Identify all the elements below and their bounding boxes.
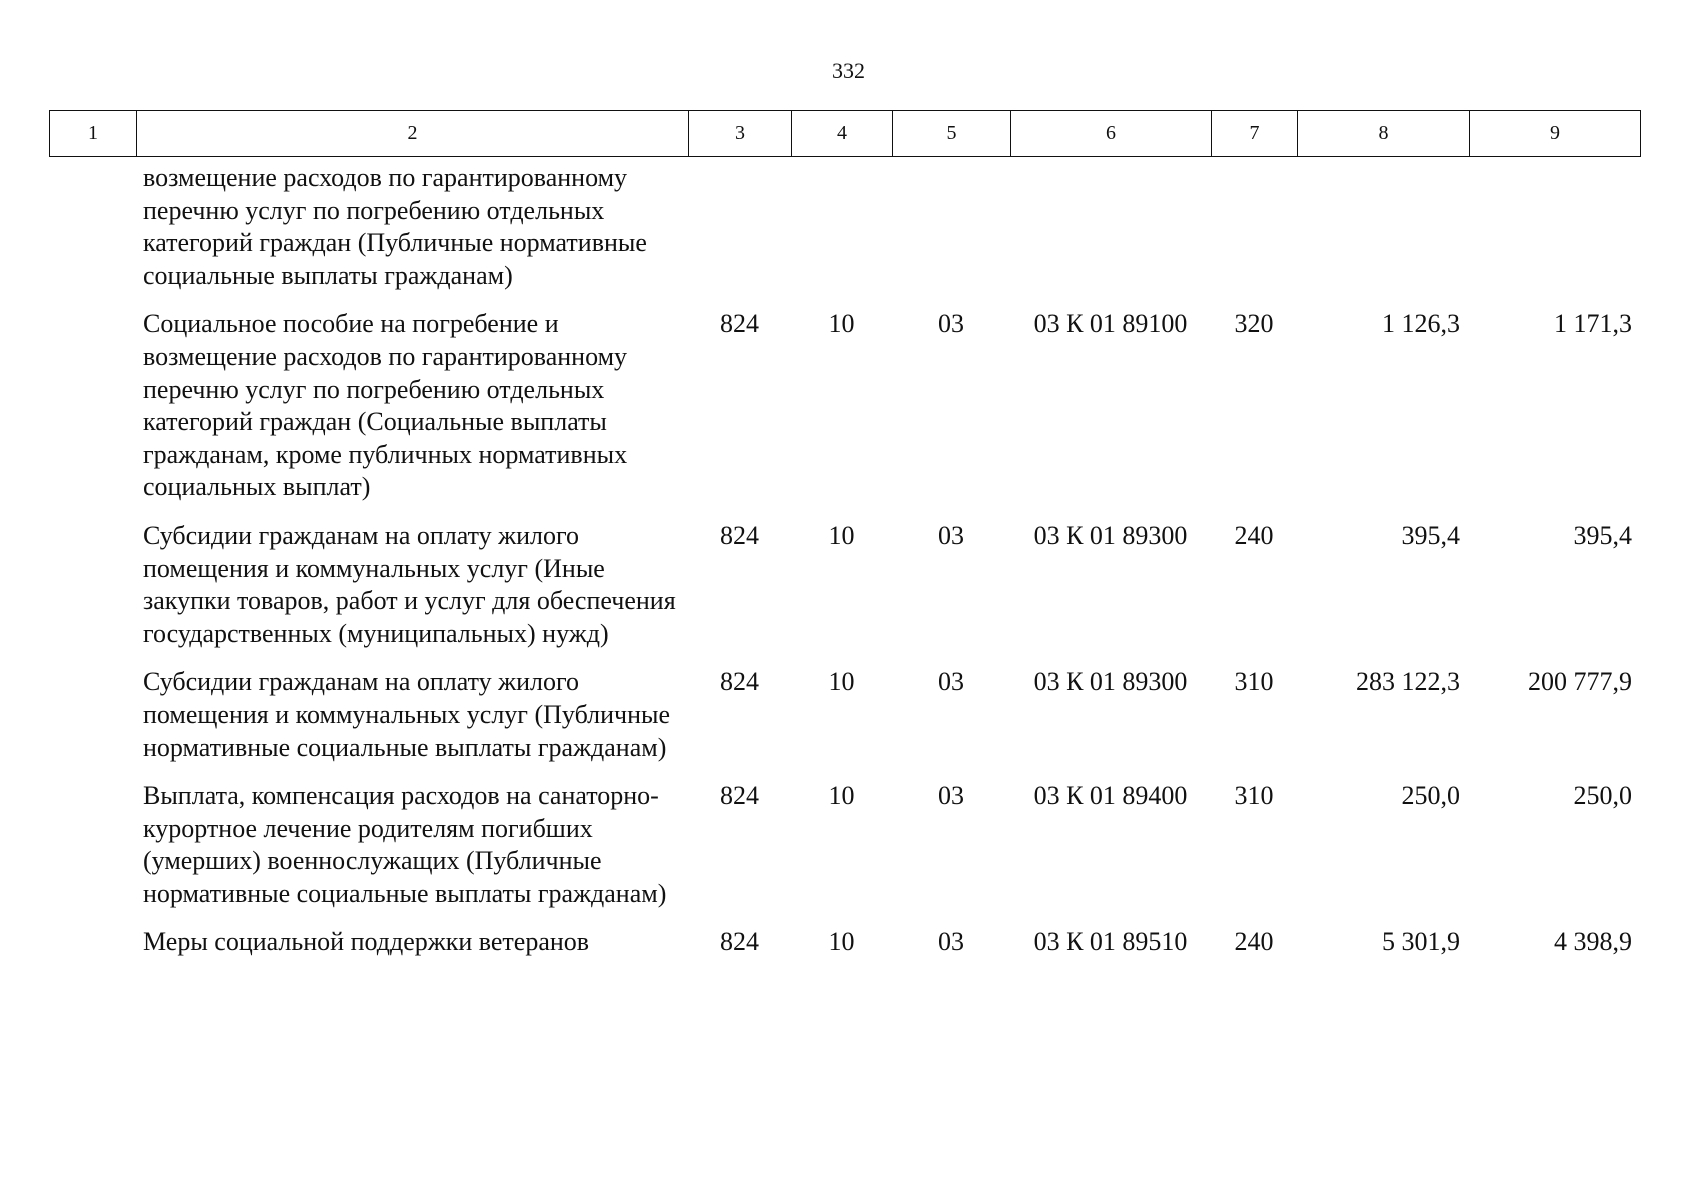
row-col-9: 250,0 <box>1573 781 1632 811</box>
row-col-8: 250,0 <box>1401 781 1460 811</box>
row-col-5: 03 <box>938 667 964 697</box>
header-col-1: 1 <box>50 111 137 157</box>
row-col-7: 240 <box>1234 520 1274 550</box>
row-col-3 <box>688 162 791 308</box>
row-col-7 <box>1211 162 1297 308</box>
row-col-9: 4 398,9 <box>1554 927 1632 957</box>
row-col-3: 824 <box>720 781 759 811</box>
header-row <box>50 111 1641 157</box>
row-description: Субсидии гражданам на оплату жилого помещения и коммунальных услуг (Публичные нормативные социальные выплаты гражданам) <box>143 667 671 762</box>
header-col-7: 7 <box>1212 111 1298 157</box>
row-col-8: 283 122,3 <box>1356 667 1460 697</box>
row-col-6: 03 К 01 89510 <box>1033 927 1188 957</box>
row-col-6: 03 К 01 89400 <box>1033 781 1188 811</box>
row-description: Субсидии гражданам на оплату жилого помещения и коммунальных услуг (Иные закупки товаров, работ и услуг для обеспечения государственных (муниципальных) нужд) <box>143 520 676 648</box>
table-row <box>49 926 1640 975</box>
header-col-4: 4 <box>792 111 893 157</box>
row-col-5: 03 <box>938 309 964 339</box>
budget-table-body <box>49 162 1640 975</box>
row-col-4: 10 <box>828 520 855 550</box>
row-col-5: 03 <box>938 520 964 550</box>
row-col-3: 824 <box>720 520 759 550</box>
row-col-8: 1 126,3 <box>1382 309 1460 339</box>
row-col-7: 310 <box>1234 781 1274 811</box>
row-description: Социальное пособие на погребение и возмещение расходов по гарантированному перечню услуг по погребению отдельных категорий граждан (Социальные выплаты гражданам, кроме публичных нормативных социальных выплат) <box>143 309 628 502</box>
row-col-3: 824 <box>720 667 759 697</box>
row-col-4: 10 <box>828 309 855 339</box>
row-description: возмещение расходов по гарантированному перечню услуг по погребению отдельных категорий граждан (Публичные нормативные социальные выплаты гражданам) <box>143 163 647 290</box>
row-col-9: 200 777,9 <box>1528 667 1632 697</box>
row-col-8: 5 301,9 <box>1382 927 1460 957</box>
row-col-3: 824 <box>720 927 759 957</box>
table-row <box>49 780 1640 926</box>
row-col-5 <box>892 162 1010 308</box>
row-col-9: 1 171,3 <box>1554 309 1632 339</box>
row-col-8 <box>1297 162 1469 308</box>
table-row <box>49 666 1640 780</box>
header-col-2: 2 <box>137 111 689 157</box>
row-col-4 <box>791 162 892 308</box>
row-description: Меры социальной поддержки ветеранов <box>143 927 590 957</box>
header-col-3: 3 <box>689 111 792 157</box>
row-col-4: 10 <box>828 667 855 697</box>
row-col-6: 03 К 01 89300 <box>1033 520 1188 550</box>
row-col-8: 395,4 <box>1401 520 1460 550</box>
page-number: 332 <box>832 58 865 83</box>
header-col-9: 9 <box>1470 111 1641 157</box>
row-col-6: 03 К 01 89100 <box>1033 309 1188 339</box>
table-row <box>49 520 1640 666</box>
row-col-5: 03 <box>938 781 964 811</box>
header-col-6: 6 <box>1011 111 1212 157</box>
row-col-7: 320 <box>1234 309 1274 339</box>
row-col-4: 10 <box>828 927 855 957</box>
row-col-3: 824 <box>720 309 759 339</box>
table-row <box>49 162 1640 308</box>
row-col-9 <box>1469 162 1640 308</box>
header-col-8: 8 <box>1298 111 1470 157</box>
row-description: Выплата, компенсация расходов на санаторно-курортное лечение родителям погибших (умерших) военнослужащих (Публичные нормативные социальные выплаты гражданам) <box>143 781 667 908</box>
row-col-4: 10 <box>828 781 855 811</box>
column-header-table <box>49 110 1641 157</box>
header-col-5: 5 <box>893 111 1011 157</box>
row-col-7: 240 <box>1234 927 1274 957</box>
row-col-6: 03 К 01 89300 <box>1033 667 1188 697</box>
table-row <box>49 308 1640 520</box>
row-col-9: 395,4 <box>1573 520 1632 550</box>
row-col-6 <box>1010 162 1211 308</box>
row-col-7: 310 <box>1234 667 1274 697</box>
row-col-5: 03 <box>938 927 964 957</box>
